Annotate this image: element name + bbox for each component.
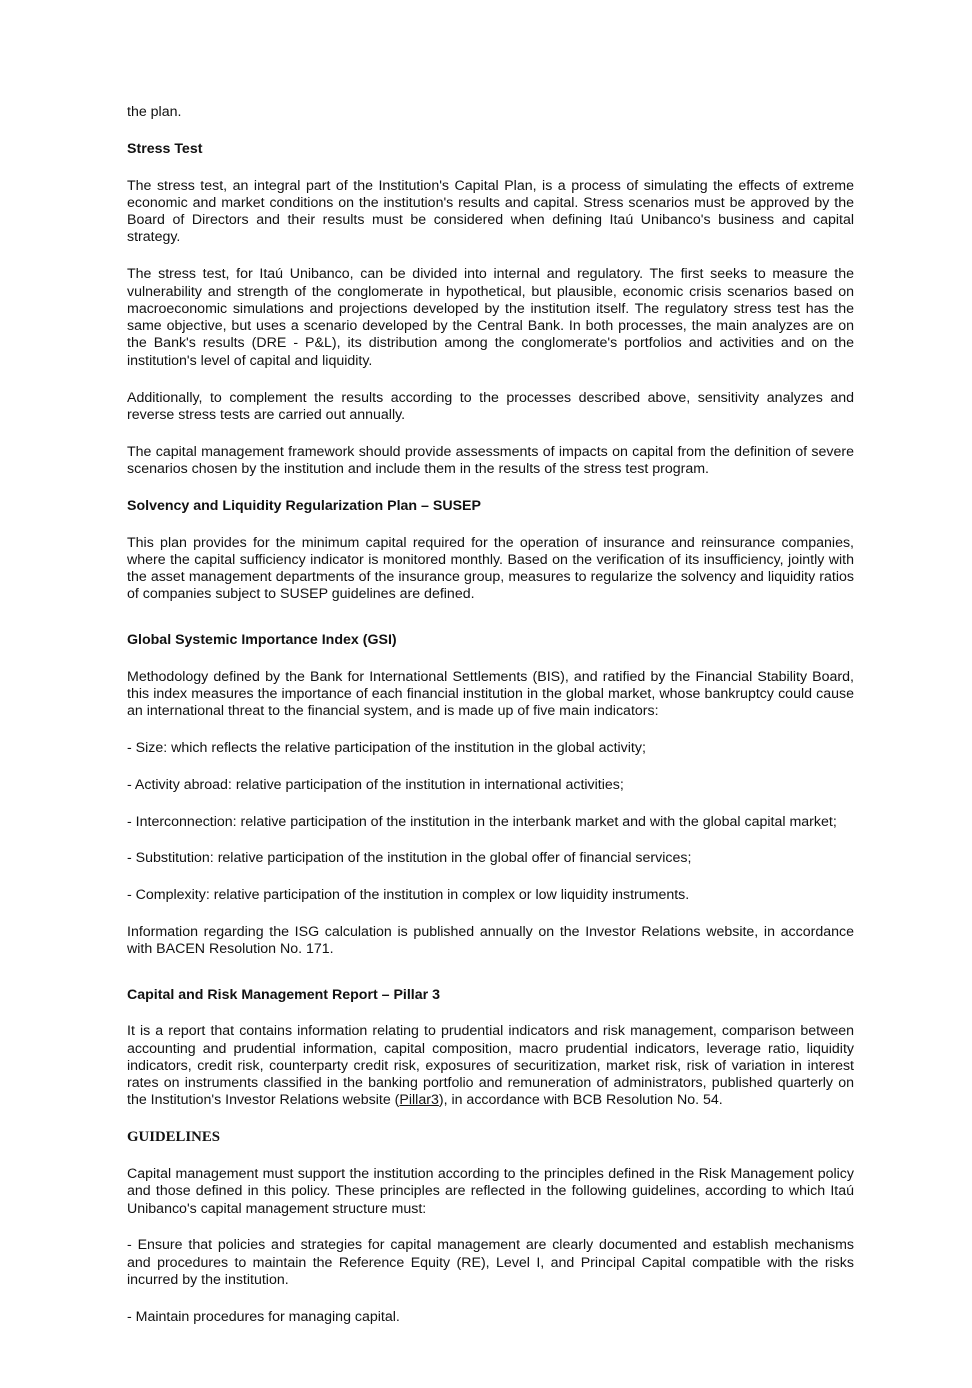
susep-heading: Solvency and Liquidity Regularization Plan – SUSEP [127,497,481,514]
stress-test-paragraph-4: The capital management framework should provide assessments of impacts on capital from the definition of severe scenarios chosen by the institution and include them in the results of the stress test program. [127,443,854,477]
pillar3-paragraph [127,1023,854,1109]
pillar3-heading: Capital and Risk Management Report – Pillar 3 [127,986,440,1003]
gsi-indicator-activity-abroad: - Activity abroad: relative participation of the institution in international activities; [127,776,624,793]
stress-test-paragraph-2: The stress test, for Itaú Unibanco, can be divided into internal and regulatory. The first seeks to measure the vulnerability and strength of the conglomerate in hypothetical, but plausible, economic crisis scenarios based on macroeconomic simulations and projections developed by the institution itself. The regulatory stress test has the same objective, but uses a scenario developed by the Central Bank. In both processes, the main analyzes are on the Bank's results (DRE - P&L), its distribution among the conglomerate's portfolios and activities and on the institution's level of capital and liquidity. [127,266,854,369]
gsi-indicator-substitution: - Substitution: relative participation of the institution in the global offer of financial services; [127,850,692,867]
pillar3-link[interactable]: Pillar3 [399,1092,439,1109]
stress-test-heading: Stress Test [127,140,203,157]
pillar3-text-after: ), in accordance with BCB Resolution No. 54. [438,1092,723,1109]
stress-test-paragraph-1: The stress test, an integral part of the Institution's Capital Plan, is a process of simulating the effects of extreme economic and market conditions on the institution's results and capital. Stress scenarios must be approved by the Board of Directors and their results must be considered when defining Itaú Unibanco's business and capital strategy. [127,177,854,246]
pillar3-text-before: It is a report that contains information relating to prudential indicators and risk management, comparison between accounting and prudential information, capital composition, macro prudential indicators, leverage ratio, liquidity indicators, credit risk, counterparty credit risk, exposures of securitization, market risk, risk of variation in interest rates on instruments classified in the banking portfolio and remuneration of administrators, published quarterly on the Institution's Investor Relations website ( [127,1023,854,1109]
gsi-paragraph-1: Methodology defined by the Bank for International Settlements (BIS), and ratified by the Financial Stability Board, this index measures the importance of each financial institution in the global market, whose bankruptcy could cause an international threat to the financial system, and is made up of five main indicators: [127,668,854,720]
stress-test-paragraph-3: Additionally, to complement the results according to the processes described above, sensitivity analyzes and reverse stress tests are carried out annually. [127,389,854,423]
document-page [127,104,854,1346]
gsi-heading: Global Systemic Importance Index (GSI) [127,631,397,648]
guideline-item-maintain-procedures: - Maintain procedures for managing capital. [127,1308,400,1325]
gsi-indicator-complexity: - Complexity: relative participation of the institution in complex or low liquidity instruments. [127,887,690,904]
gsi-indicator-interconnection: - Interconnection: relative participation of the institution in the interbank market and with the global capital market; [127,813,837,830]
susep-paragraph: This plan provides for the minimum capital required for the operation of insurance and reinsurance companies, where the capital sufficiency indicator is monitored monthly. Based on the verification of its insufficiency, jointly with the asset management departments of the insurance group, measures to regularize the solvency and liquidity ratios of companies subject to SUSEP guidelines are defined. [127,534,854,603]
intro-text: the plan. [127,104,182,120]
guideline-item-ensure-policies: - Ensure that policies and strategies for capital management are clearly documented and establish mechanisms and procedures to maintain the Reference Equity (RE), Level I, and Principal Capital compatible with the risks incurred by the institution. [127,1237,854,1289]
gsi-paragraph-2: Information regarding the ISG calculation is published annually on the Investor Relations website, in accordance with BACEN Resolution No. 171. [127,923,854,958]
gsi-indicator-size: - Size: which reflects the relative participation of the institution in the global activity; [127,739,646,756]
guidelines-paragraph: Capital management must support the institution according to the principles defined in the Risk Management policy and those defined in this policy. These principles are reflected in the following guidelines, according to which Itaú Unibanco's capital management structure must: [127,1166,854,1217]
guidelines-heading: GUIDELINES [127,1129,220,1146]
